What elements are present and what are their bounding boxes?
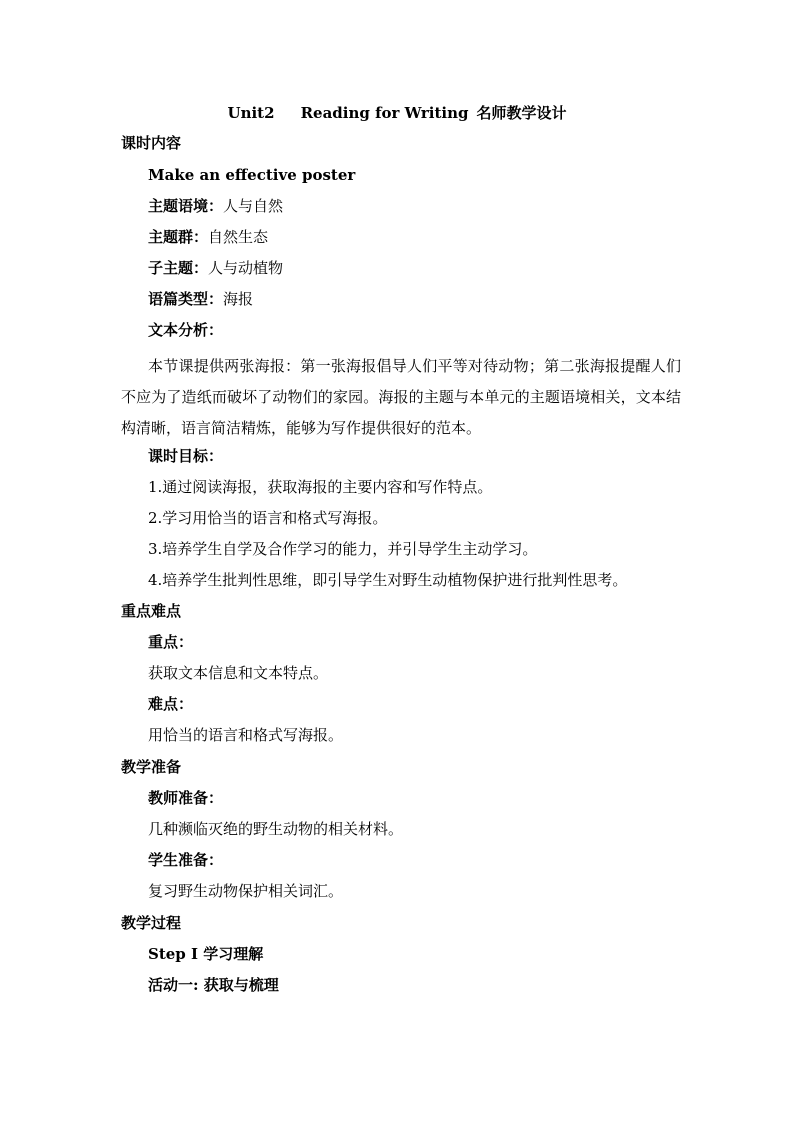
student-prep-value: 复习野生动物保护相关词汇。 [148, 882, 344, 900]
section-heading-content: 课时内容 [121, 134, 182, 152]
teacher-prep-label: 教师准备： [148, 789, 224, 807]
sub-theme-label: 子主题： [148, 259, 209, 277]
activity-one-heading: 活动一: 获取与梳理 [148, 976, 279, 994]
difficulty-value: 用恰当的语言和格式写海报。 [148, 726, 344, 744]
objective-item-3: 3.培养学生自学及合作学习的能力，并引导学生主动学习。 [148, 540, 538, 558]
text-analysis-label: 文本分析： [148, 321, 224, 339]
sub-theme-value: 人与动植物 [208, 259, 284, 277]
objectives-label: 课时目标： [148, 447, 224, 465]
key-point-label: 重点： [148, 633, 194, 651]
title-reading-for-writing: Reading for Writing [300, 104, 469, 122]
lesson-topic: Make an effective poster [148, 166, 356, 184]
section-heading-process: 教学过程 [121, 914, 182, 932]
title-chinese: 名师教学设计 [476, 104, 567, 122]
theme-context-value: 人与自然 [223, 197, 284, 215]
text-type-value: 海报 [223, 290, 254, 308]
difficulty-label: 难点： [148, 695, 194, 713]
section-heading-key-points: 重点难点 [121, 602, 182, 620]
theme-group-value: 自然生态 [208, 228, 269, 246]
text-type-label: 语篇类型： [148, 290, 224, 308]
title-unit: Unit2 [227, 104, 275, 122]
theme-context-label: 主题语境： [148, 197, 224, 215]
theme-group-label: 主题群： [148, 228, 209, 246]
document-title [0, 103, 794, 123]
theme-context-line [148, 196, 283, 216]
step-one-heading: Step I 学习理解 [148, 945, 264, 963]
section-heading-preparation: 教学准备 [121, 758, 182, 776]
student-prep-label: 学生准备： [148, 851, 224, 869]
sub-theme-line [148, 258, 283, 278]
key-point-value: 获取文本信息和文本特点。 [148, 664, 329, 682]
text-type-line [148, 289, 253, 309]
objective-item-1: 1.通过阅读海报，获取海报的主要内容和写作特点。 [148, 478, 493, 496]
teacher-prep-value: 几种濒临灭绝的野生动物的相关材料。 [148, 820, 404, 838]
theme-group-line [148, 227, 268, 247]
objective-item-2: 2.学习用恰当的语言和格式写海报。 [148, 509, 388, 527]
objective-item-4: 4.培养学生批判性思维，即引导学生对野生动植物保护进行批判性思考。 [148, 571, 628, 589]
text-analysis-paragraph: 本节课提供两张海报：第一张海报倡导人们平等对待动物；第二张海报提醒人们不应为了造纸而破坏了动物们的家园。海报的主题与本单元的主题语境相关，文本结构清晰，语言简洁精炼，能够为写作提供很好的范本。 [121, 357, 681, 437]
